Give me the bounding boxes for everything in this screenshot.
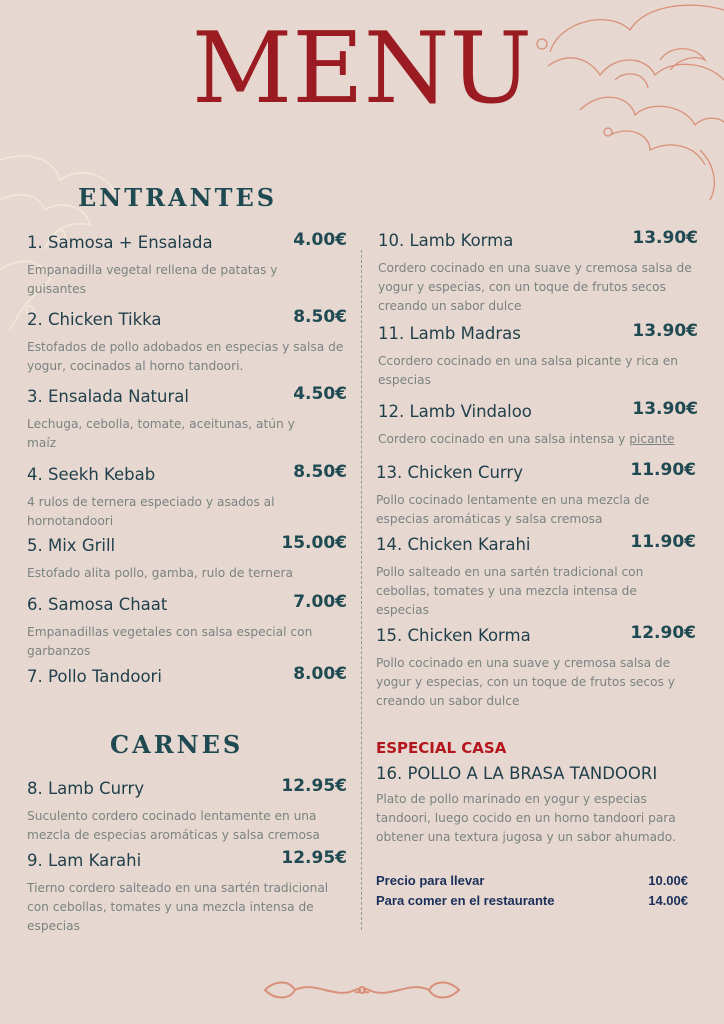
item-price: 12.90€ bbox=[630, 623, 696, 643]
item-description: Pollo cocinado lentamente en una mezcla de especias aromáticas y salsa cremosa bbox=[376, 493, 650, 526]
flourish-ornament-bottom bbox=[255, 976, 469, 1004]
price-option-label: Para comer en el restaurante bbox=[376, 893, 555, 908]
item-price: 13.90€ bbox=[632, 228, 698, 248]
price-option-label: Precio para llevar bbox=[376, 873, 485, 888]
item-description: 4 rulos de ternera especiado y asados al hornotandoori bbox=[27, 495, 275, 528]
item-description: Estofado alita pollo, gamba, rulo de ternera bbox=[27, 566, 294, 580]
item-description: Ccordero cocinado en una salsa picante y rica en especias bbox=[378, 354, 678, 387]
item-description: Estofados de pollo adobados en especias y salsa de yogur, cocinados al horno tandoori. bbox=[27, 340, 344, 373]
item-name: 15. Chicken Korma bbox=[376, 626, 531, 645]
special-item-description: Plato de pollo marinado en yogur y especias tandoori, luego cocido en un horno tandoori para obtener una textura jugosa y un sabor ahumado. bbox=[376, 792, 676, 844]
item-name: 2. Chicken Tikka bbox=[27, 310, 162, 329]
column-divider bbox=[361, 250, 362, 930]
item-price: 11.90€ bbox=[630, 532, 696, 552]
item-price: 11.90€ bbox=[630, 460, 696, 480]
item-price: 13.90€ bbox=[632, 399, 698, 419]
item-price: 13.90€ bbox=[632, 321, 698, 341]
item-name: 3. Ensalada Natural bbox=[27, 387, 189, 406]
item-description: Pollo salteado en una sartén tradicional con cebollas, tomates y una mezcla intensa de especias bbox=[376, 565, 644, 617]
section-heading-carnes: CARNES bbox=[110, 730, 244, 759]
item-name: 1. Samosa + Ensalada bbox=[27, 233, 213, 252]
item-description-underlined: picante bbox=[629, 432, 675, 446]
item-description: Pollo cocinado en una suave y cremosa salsa de yogur y especias, con un toque de frutos secos y creando un sabor dulce bbox=[376, 656, 676, 708]
item-price: 4.00€ bbox=[293, 230, 347, 250]
item-price: 8.00€ bbox=[293, 664, 347, 684]
item-name: 9. Lam Karahi bbox=[27, 851, 142, 870]
item-name: 14. Chicken Karahi bbox=[376, 535, 531, 554]
section-heading-entrantes: ENTRANTES bbox=[78, 183, 278, 212]
price-option-value: 14.00€ bbox=[648, 893, 688, 908]
item-description: Cordero cocinado en una suave y cremosa salsa de yogur y especias, con un toque de frutos secos creando un sabor dulce bbox=[378, 261, 692, 313]
item-name: 5. Mix Grill bbox=[27, 536, 116, 555]
menu-title: MENU bbox=[191, 12, 533, 126]
item-description: Lechuga, cebolla, tomate, aceitunas, atún y maíz bbox=[27, 417, 295, 450]
item-name: 4. Seekh Kebab bbox=[27, 465, 156, 484]
item-name: 11. Lamb Madras bbox=[378, 324, 521, 343]
special-heading: ESPECIAL CASA bbox=[376, 739, 507, 757]
item-description-text: Cordero cocinado en una salsa intensa y bbox=[378, 432, 630, 446]
item-name: 13. Chicken Curry bbox=[376, 463, 523, 482]
item-name: 7. Pollo Tandoori bbox=[27, 667, 162, 686]
item-description bbox=[378, 430, 708, 449]
item-price: 8.50€ bbox=[293, 462, 347, 482]
item-description: Suculento cordero cocinado lentamente en una mezcla de especias aromáticas y salsa cremosa bbox=[27, 809, 320, 842]
item-price: 4.50€ bbox=[293, 384, 347, 404]
item-price: 12.95€ bbox=[281, 776, 347, 796]
item-price: 15.00€ bbox=[281, 533, 347, 553]
item-price: 12.95€ bbox=[281, 848, 347, 868]
item-price: 7.00€ bbox=[293, 592, 347, 612]
item-description: Empanadilla vegetal rellena de patatas y guisantes bbox=[27, 263, 278, 296]
price-option-value: 10.00€ bbox=[648, 873, 688, 888]
item-name: 6. Samosa Chaat bbox=[27, 595, 168, 614]
item-price: 8.50€ bbox=[293, 307, 347, 327]
item-name: 8. Lamb Curry bbox=[27, 779, 145, 798]
item-name: 10. Lamb Korma bbox=[378, 231, 514, 250]
special-item-name: 16. POLLO A LA BRASA TANDOORI bbox=[376, 764, 658, 783]
item-description: Empanadillas vegetales con salsa especial con garbanzos bbox=[27, 625, 313, 658]
item-description: Tierno cordero salteado en una sartén tradicional con cebollas, tomates y una mezcla intensa de especias bbox=[27, 881, 329, 933]
item-name: 12. Lamb Vindaloo bbox=[378, 402, 532, 421]
